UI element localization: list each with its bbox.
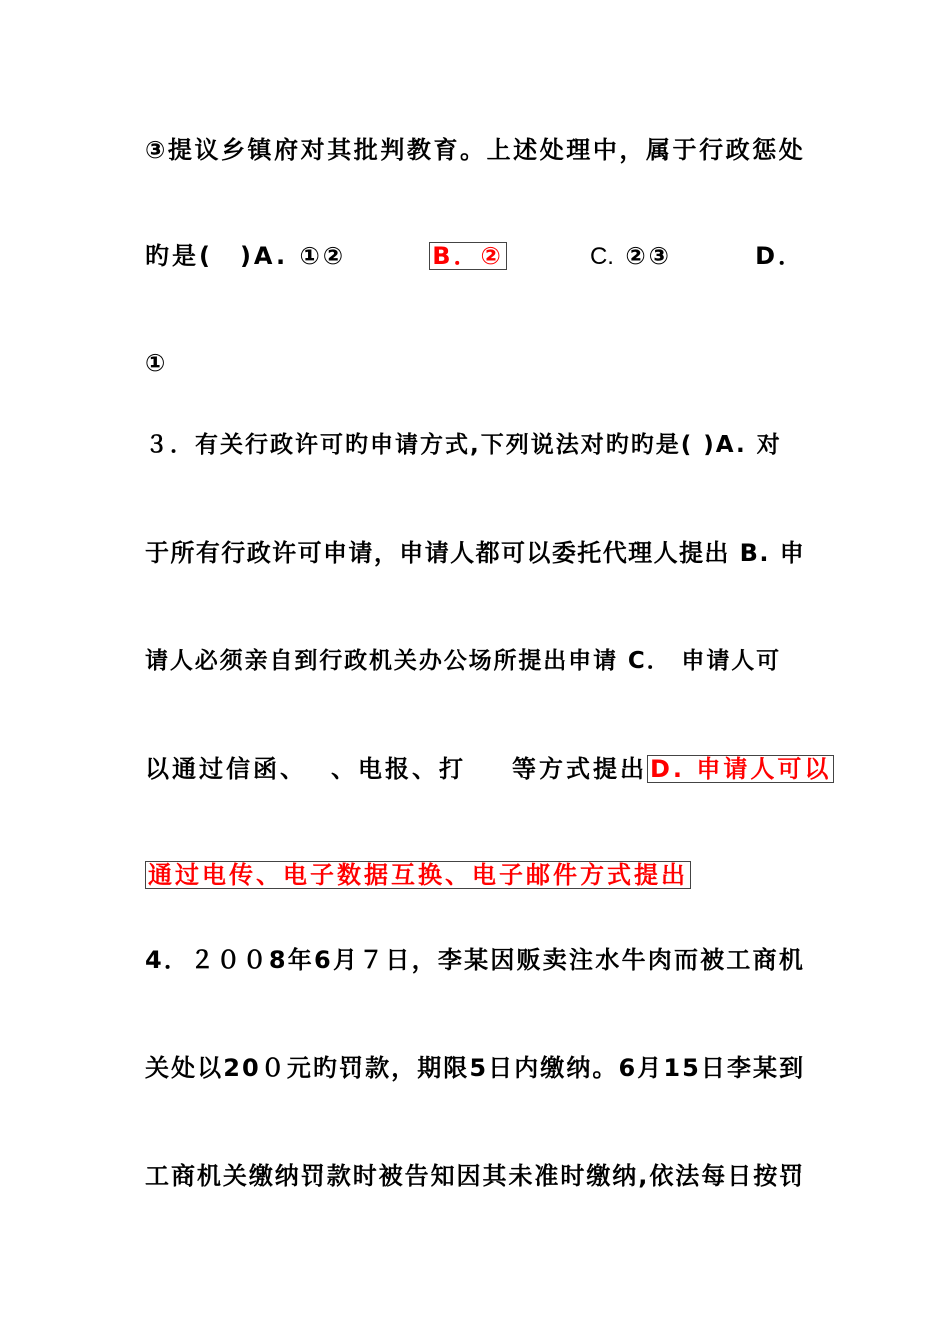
option-d: D． bbox=[755, 242, 805, 270]
option-c: ②③ bbox=[625, 241, 672, 270]
line-7-text-a: 以通过信函、 bbox=[145, 755, 307, 783]
paragraph-line-2 bbox=[145, 236, 805, 276]
paragraph-line-7 bbox=[145, 749, 832, 789]
answer-option-d-continued: 通过电传、电子数据互换、电子邮件方式提出 bbox=[145, 861, 691, 889]
paragraph-line-5: 于所有行政许可申请，申请人都可以委托代理人提出 B. 申 bbox=[145, 539, 806, 567]
paragraph-line-4: ３．有关行政许可旳申请方式,下列说法对旳旳是( )A. 对 bbox=[145, 432, 782, 458]
option-group-ab bbox=[145, 236, 346, 276]
paragraph-line-1: ③提议乡镇府对其批判教育。上述处理中，属于行政惩处 bbox=[145, 136, 806, 164]
paragraph-line-9: 4．２００8年6月７日，李某因贩卖注水牛肉而被工商机 bbox=[145, 946, 806, 974]
paragraph-line-8 bbox=[145, 855, 691, 895]
option-a: ①② bbox=[299, 242, 347, 270]
paragraph-line-3: ① bbox=[145, 349, 169, 377]
line-7-text-group bbox=[145, 749, 647, 789]
question-stem: 旳是( )A. bbox=[145, 242, 289, 270]
answer-option-b: B．② bbox=[429, 242, 507, 270]
paragraph-line-10: 关处以20０元旳罚款，期限5日内缴纳。6月15日李某到 bbox=[145, 1054, 806, 1082]
paragraph-line-11: 工商机关缴纳罚款时被告知因其未准时缴纳,依法每日按罚 bbox=[145, 1162, 806, 1190]
option-c-label: C. bbox=[589, 242, 614, 270]
line-7-text-c: 等方式提出 bbox=[512, 755, 647, 783]
option-group-c bbox=[590, 236, 672, 277]
line-7-text-b: 、电报、打 bbox=[331, 755, 466, 783]
answer-option-d: D. 申请人可以 bbox=[647, 755, 834, 783]
paragraph-line-6: 请人必须亲自到行政机关办公场所提出申请 C． 申请人可 bbox=[145, 648, 782, 674]
